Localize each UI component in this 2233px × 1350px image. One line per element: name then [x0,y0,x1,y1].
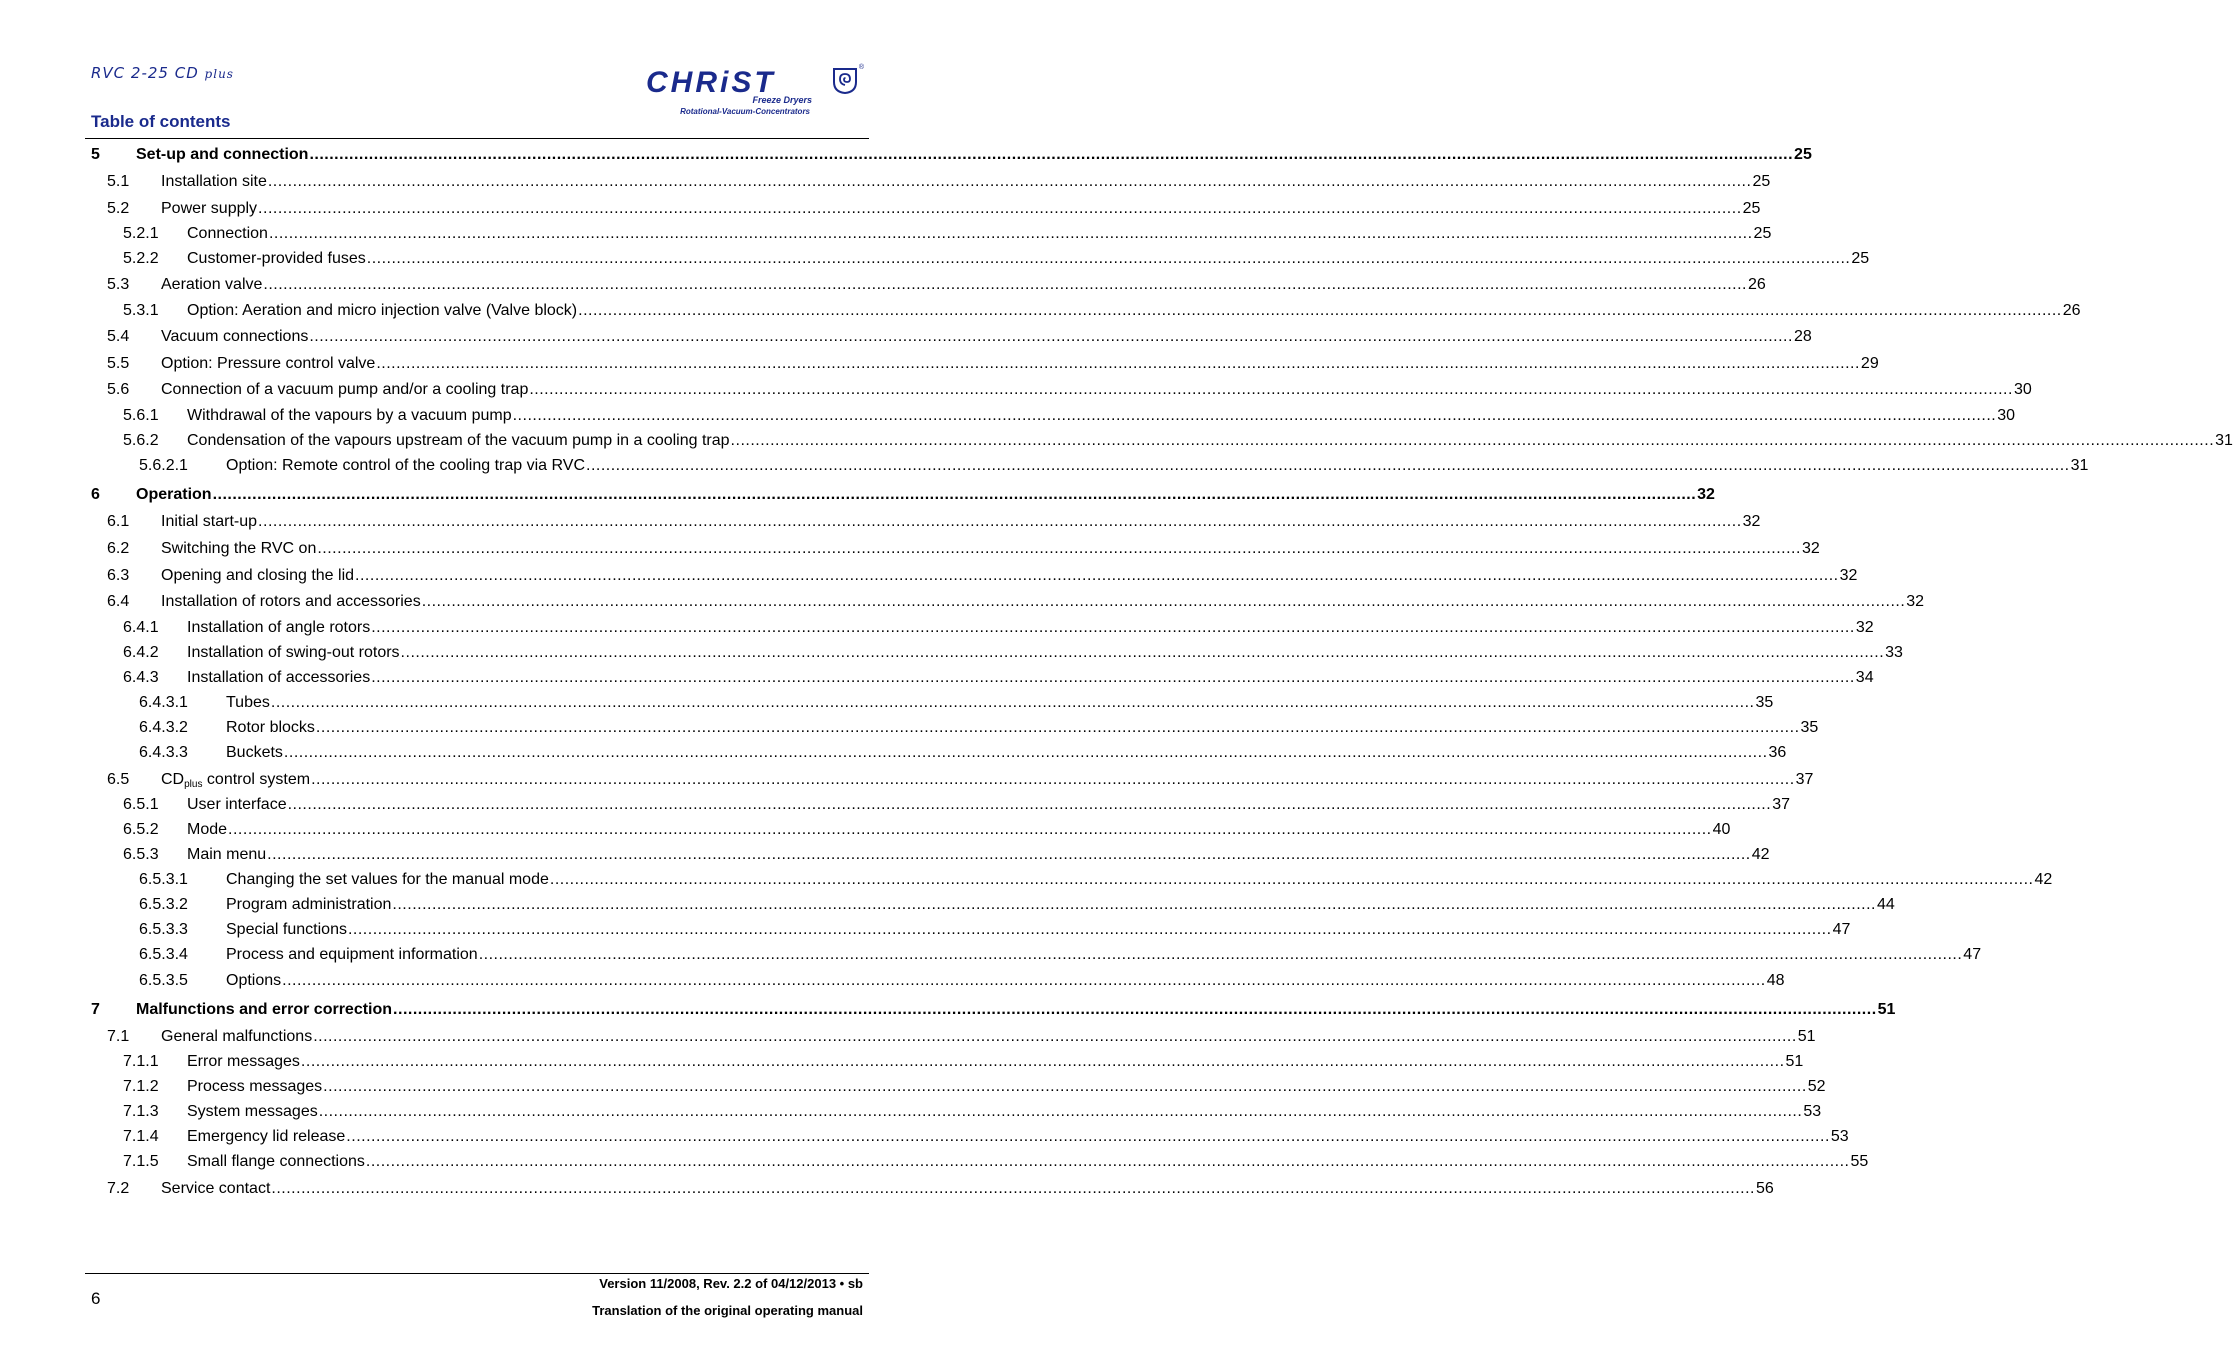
toc-entry[interactable] [0,565,1858,587]
toc-entry[interactable] [0,1101,1822,1123]
toc-entry-page: 31 [2215,432,2233,449]
toc-entry-number: 5.2 [107,200,130,217]
toc-entry[interactable] [0,1051,1804,1073]
toc-entry-title: Installation of swing-out rotors [187,644,400,661]
toc-entry[interactable] [0,1076,1826,1098]
toc-entry[interactable] [0,455,2089,477]
toc-entry-number: 6.5.2 [123,821,159,838]
toc-entry-number: 5.6 [107,381,130,398]
toc-entry-title: Power supply [161,200,258,217]
toc-entry-page: 25 [1742,200,1761,217]
toc-entry-page: 30 [1997,407,2015,424]
toc-leader-dots: ............................................................................................................................................................................................................................................................................................................ [318,1103,1803,1120]
toc-entry-page: 42 [1751,846,1770,863]
toc-entry-page: 32 [1906,593,1925,610]
toc-entry-title: Initial start-up [161,513,258,530]
toc-entry[interactable] [0,970,1785,992]
toc-entry-number: 6.3 [107,567,130,584]
toc-entry[interactable] [0,819,1731,841]
toc-entry-page: 32 [1855,619,1874,636]
toc-entry[interactable] [0,405,2015,427]
toc-entry[interactable] [0,379,2032,401]
toc-leader-dots: ............................................................................................................................................................................................................................................................................................................ [376,355,1860,372]
toc-entry[interactable] [0,511,1761,533]
toc-entry-number: 5.2.2 [123,250,159,267]
toc-entry-page: 47 [1963,946,1982,963]
toc-entry[interactable] [0,617,1874,639]
version-info: Version 11/2008, Rev. 2.2 of 04/12/2013 • sb [599,1276,863,1291]
toc-entry-title: Options [226,972,282,989]
toc-entry-number: 5.6.2 [123,432,159,449]
toc-entry-page: 44 [1877,896,1895,913]
toc-entry-number: 6.4.3.2 [139,719,188,736]
logo-wordmark: CHRiST [646,66,776,99]
toc-entry-number: 5.6.1 [123,407,159,424]
toc-entry[interactable] [0,894,1895,916]
toc-entry-number: 5 [91,146,100,163]
toc-entry-number: 5.1 [107,173,130,190]
toc-leader-dots: ............................................................................................................................................................................................................................................................................................................ [578,302,2062,319]
toc-entry-page: 26 [1747,276,1766,293]
toc-leader-dots: ............................................................................................................................................................................................................................................................................................................ [300,1053,1785,1070]
toc-leader-dots: ............................................................................................................................................................................................................................................................................................................ [313,1028,1797,1045]
toc-entry-number: 7.1.2 [123,1078,159,1095]
toc-entry[interactable] [0,484,1715,506]
toc-leader-dots: ............................................................................................................................................................................................................................................................................................................ [512,407,1997,424]
toc-entry-number: 5.6.2.1 [139,457,188,474]
christ-logo [640,62,870,122]
toc-entry-title: Service contact [161,1180,271,1197]
registered-mark: ® [858,64,864,71]
toc-entry-page: 42 [2034,871,2053,888]
toc-entry-title: Set-up and connection [136,146,309,163]
toc-entry-number: 6.4.3 [123,669,159,686]
toc-entry[interactable] [0,326,1812,348]
toc-entry[interactable] [0,300,2081,322]
toc-entry-number: 6.2 [107,540,130,557]
toc-entry-number: 6.5.3.3 [139,921,188,938]
toc-entry-title: Aeration valve [161,276,263,293]
header-divider [85,138,869,139]
toc-entry-title: Customer-provided fuses [187,250,366,267]
toc-leader-dots: ............................................................................................................................................................................................................................................................................................................ [271,1180,1755,1197]
toc-entry[interactable] [0,642,1903,664]
toc-entry-page: 32 [1801,540,1820,557]
toc-entry-number: 6.1 [107,513,130,530]
toc-entry-title: Emergency lid release [187,1128,346,1145]
toc-leader-dots: ............................................................................................................................................................................................................................................................................................................ [287,796,1772,813]
toc-entry[interactable] [0,198,1761,220]
toc-entry[interactable] [0,794,1790,816]
toc-entry-page: 47 [1832,921,1851,938]
toc-entry-title: Connection [187,225,268,242]
toc-entry-page: 33 [1885,644,1903,661]
toc-leader-dots: ............................................................................................................................................................................................................................................................................................................ [317,540,1801,557]
toc-entry[interactable] [0,999,1896,1021]
toc-entry-number: 6 [91,486,100,503]
toc-leader-dots: ............................................................................................................................................................................................................................................................................................................ [315,719,1800,736]
toc-entry[interactable] [0,1151,1869,1173]
toc-entry-number: 6.5.3.1 [139,871,188,888]
toc-entry[interactable] [0,769,1814,791]
toc-entry-page: 56 [1755,1180,1774,1197]
toc-entry[interactable] [0,430,2233,452]
toc-entry-number: 6.4.3.1 [139,694,188,711]
toc-entry-number: 7.2 [107,1180,130,1197]
toc-entry[interactable] [0,248,1870,270]
toc-leader-dots: ............................................................................................................................................................................................................................................................................................................ [365,1153,1850,1170]
toc-entry-page: 51 [1797,1028,1816,1045]
toc-entry-page: 37 [1772,796,1790,813]
toc-entry-number: 7.1.3 [123,1103,159,1120]
toc-entry-title: Special functions [226,921,347,938]
toc-leader-dots: ............................................................................................................................................................................................................................................................................................................ [283,744,1768,761]
toc-entry-page: 25 [1752,173,1771,190]
toc-leader-dots: ............................................................................................................................................................................................................................................................................................................ [267,846,1751,863]
toc-leader-dots: ............................................................................................................................................................................................................................................................................................................ [323,1078,1807,1095]
toc-entry-title: Changing the set values for the manual mode [226,871,549,888]
toc-leader-dots: ............................................................................................................................................................................................................................................................................................................ [258,200,1742,217]
toc-entry-title: Process and equipment information [226,946,478,963]
page-title: Table of contents [91,112,231,131]
toc-leader-dots: ............................................................................................................................................................................................................................................................................................................ [393,1001,1877,1018]
toc-entry-title: Installation of angle rotors [187,619,371,636]
toc-entry-number: 5.3.1 [123,302,159,319]
toc-entry[interactable] [0,144,1812,166]
toc-entry[interactable] [0,1178,1774,1200]
toc-entry-page: 52 [1807,1078,1826,1095]
toc-entry[interactable] [0,538,1820,560]
toc-entry-number: 6.5 [107,771,130,788]
toc-leader-dots: ............................................................................................................................................................................................................................................................................................................ [586,457,2070,474]
toc-leader-dots: ............................................................................................................................................................................................................................................................................................................ [258,513,1742,530]
toc-entry-page: 28 [1793,328,1812,345]
toc-entry-page: 34 [1855,669,1874,686]
toc-entry-page: 37 [1795,771,1814,788]
toc-entry[interactable] [0,844,1770,866]
toc-entry[interactable] [0,274,1766,296]
toc-entry-page: 32 [1742,513,1761,530]
toc-entry-title: Rotor blocks [226,719,315,736]
toc-entry[interactable] [0,869,2053,891]
toc-leader-dots: ............................................................................................................................................................................................................................................................................................................ [392,896,1876,913]
toc-entry[interactable] [0,944,1982,966]
toc-entry-number: 5.2.1 [123,225,159,242]
model-suffix: plus [204,67,234,81]
toc-entry[interactable] [0,1026,1816,1048]
toc-entry-title: Installation of rotors and accessories [161,593,421,610]
logo-spiral-icon [832,66,858,94]
page-number: 6 [91,1289,101,1308]
toc-entry-page: 55 [1850,1153,1869,1170]
model-name [91,64,234,82]
toc-entry-page: 25 [1753,225,1772,242]
toc-entry[interactable] [0,742,1787,764]
toc-entry-title: Small flange connections [187,1153,365,1170]
toc-entry-title: Program administration [226,896,392,913]
toc-leader-dots: ............................................................................................................................................................................................................................................................................................................ [309,328,1793,345]
toc-entry[interactable] [0,692,1774,714]
logo-tagline-freeze-dryers: Freeze Dryers [752,95,812,105]
toc-entry-title: Tubes [226,694,270,711]
toc-entry-page: 32 [1839,567,1858,584]
toc-leader-dots: ............................................................................................................................................................................................................................................................................................................ [263,276,1747,293]
toc-leader-dots: ............................................................................................................................................................................................................................................................................................................ [347,921,1832,938]
toc-entry-title: Option: Remote control of the cooling trap via RVC [226,457,585,474]
toc-entry[interactable] [0,353,1879,375]
toc-entry-page: 36 [1768,744,1787,761]
toc-leader-dots: ............................................................................................................................................................................................................................................................................................................ [355,567,1839,584]
logo-tagline-rvc: Rotational-Vacuum-Concentrators [680,107,810,116]
toc-entry-number: 5.3 [107,276,130,293]
toc-leader-dots: ............................................................................................................................................................................................................................................................................................................ [366,250,1851,267]
toc-entry-title: Condensation of the vapours upstream of the vacuum pump in a cooling trap [187,432,730,449]
toc-entry-title: Main menu [187,846,267,863]
toc-entry-title: Option: Pressure control valve [161,355,376,372]
toc-entry-page: 53 [1803,1103,1822,1120]
toc-leader-dots: ............................................................................................................................................................................................................................................................................................................ [371,619,1855,636]
toc-entry-title: Opening and closing the lid [161,567,355,584]
toc-entry-number: 6.5.3.2 [139,896,188,913]
toc-entry[interactable] [0,223,1772,245]
toc-leader-dots: ............................................................................................................................................................................................................................................................................................................ [228,821,1712,838]
toc-leader-dots: ............................................................................................................................................................................................................................................................................................................ [478,946,1963,963]
toc-entry-title: Switching the RVC on [161,540,317,557]
toc-entry-page: 26 [2062,302,2081,319]
toc-entry[interactable] [0,171,1771,193]
toc-leader-dots: ............................................................................................................................................................................................................................................................................................................ [730,432,2215,449]
toc-entry-page: 32 [1697,486,1715,503]
toc-leader-dots: ............................................................................................................................................................................................................................................................................................................ [400,644,1885,661]
toc-entry-page: 48 [1766,972,1785,989]
toc-leader-dots: ............................................................................................................................................................................................................................................................................................................ [371,669,1855,686]
toc-entry[interactable] [0,717,1819,739]
toc-leader-dots: ............................................................................................................................................................................................................................................................................................................ [549,871,2034,888]
toc-leader-dots: ............................................................................................................................................................................................................................................................................................................ [282,972,1766,989]
toc-entry-title: Malfunctions and error correction [136,1001,393,1018]
toc-entry[interactable] [0,1126,1849,1148]
footer-divider [85,1273,869,1274]
toc-entry-title: Installation site [161,173,267,190]
model-name-text: RVC 2-25 CD [91,64,199,82]
toc-entry-page: 25 [1851,250,1870,267]
toc-entry-title: Installation of accessories [187,669,371,686]
toc-entry-page: 30 [2013,381,2032,398]
toc-entry-title-rest: control system [202,771,311,788]
toc-entry-title: Operation [136,486,212,503]
toc-entry-title: General malfunctions [161,1028,313,1045]
toc-entry-title: Withdrawal of the vapours by a vacuum pump [187,407,512,424]
toc-entry[interactable] [0,667,1874,689]
toc-leader-dots: ............................................................................................................................................................................................................................................................................................................ [346,1128,1830,1145]
toc-entry-page: 29 [1860,355,1879,372]
toc-entry-number: 6.4.1 [123,619,159,636]
toc-entry-number: 6.4.2 [123,644,159,661]
toc-entry-title: Mode [187,821,228,838]
toc-entry-number: 6.5.3.4 [139,946,188,963]
toc-entry-title: Error messages [187,1053,300,1070]
toc-entry-title: Process messages [187,1078,323,1095]
toc-entry-number: 6.4.3.3 [139,744,188,761]
toc-entry-number: 6.4 [107,593,130,610]
toc-entry-page: 31 [2070,457,2089,474]
toc-entry-number: 6.5.1 [123,796,159,813]
toc-entry-title [161,769,310,796]
toc-entry-number: 7.1.1 [123,1053,159,1070]
toc-entry-title: System messages [187,1103,318,1120]
toc-leader-dots: ............................................................................................................................................................................................................................................................................................................ [267,173,1752,190]
toc-entry-page: 40 [1712,821,1731,838]
toc-entry-number: 6.5.3 [123,846,159,863]
toc-entry-page: 53 [1830,1128,1849,1145]
toc-entry-number: 6.5.3.5 [139,972,188,989]
toc-entry-title-main: CD [161,771,185,788]
toc-entry-number: 7.1.4 [123,1128,159,1145]
toc-entry-number: 7.1.5 [123,1153,159,1170]
toc-entry-number: 5.4 [107,328,130,345]
toc-entry-title: Connection of a vacuum pump and/or a cooling trap [161,381,529,398]
toc-leader-dots: ............................................................................................................................................................................................................................................................................................................ [311,771,1795,788]
toc-entry-title: Vacuum connections [161,328,309,345]
toc-entry-title: User interface [187,796,287,813]
toc-entry-page: 51 [1785,1053,1804,1070]
toc-entry-page: 35 [1800,719,1819,736]
toc-leader-dots: ............................................................................................................................................................................................................................................................................................................ [270,694,1755,711]
toc-leader-dots: ............................................................................................................................................................................................................................................................................................................ [421,593,1906,610]
toc-entry-page: 25 [1794,146,1812,163]
toc-entry-title: Buckets [226,744,283,761]
toc-entry-number: 5.5 [107,355,130,372]
toc-entry[interactable] [0,591,1925,613]
toc-entry-page: 35 [1755,694,1774,711]
toc-leader-dots: ............................................................................................................................................................................................................................................................................................................ [309,146,1794,163]
toc-leader-dots: ............................................................................................................................................................................................................................................................................................................ [529,381,2013,398]
toc-entry[interactable] [0,919,1851,941]
toc-leader-dots: ............................................................................................................................................................................................................................................................................................................ [268,225,1753,242]
toc-entry-page: 51 [1877,1001,1896,1018]
translation-note: Translation of the original operating manual [592,1303,863,1318]
toc-entry-title: Option: Aeration and micro injection valve (Valve block) [187,302,578,319]
toc-leader-dots: ............................................................................................................................................................................................................................................................................................................ [212,486,1697,503]
toc-entry-number: 7.1 [107,1028,130,1045]
toc-entry-title-subscript: plus [184,779,203,790]
toc-entry-number: 7 [91,1001,100,1018]
